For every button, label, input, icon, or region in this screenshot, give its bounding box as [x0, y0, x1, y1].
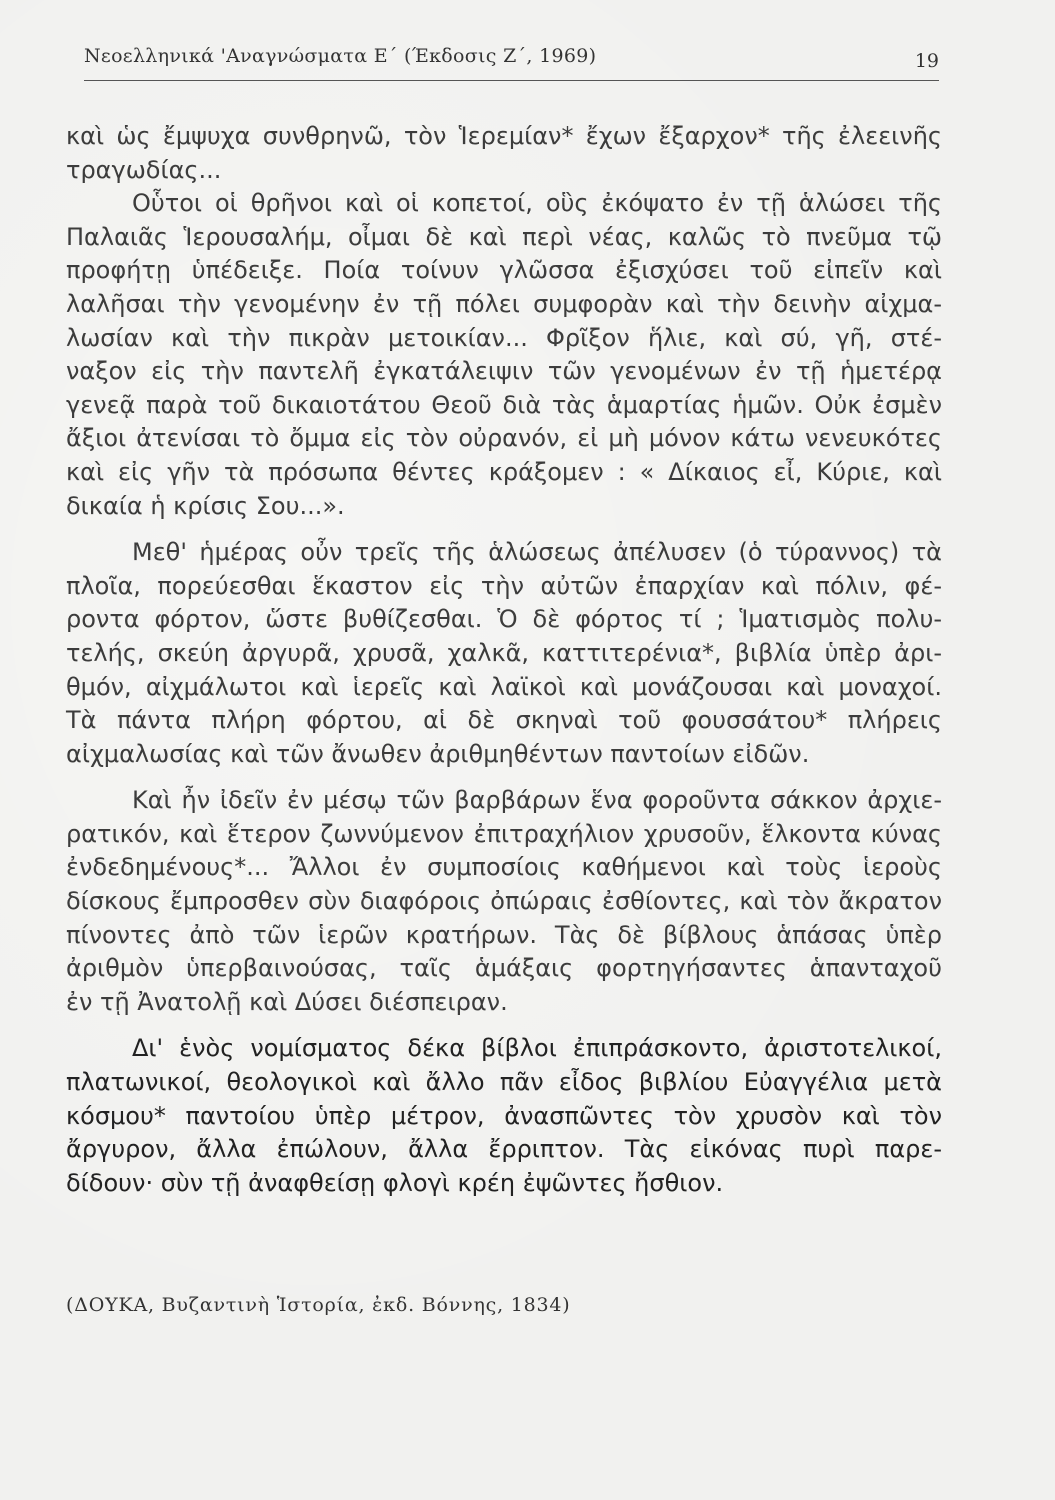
- text-line: Παλαιᾶς Ἱερουσαλήμ, οἶμαι δὲ καὶ περὶ νέας, καλῶς τὸ πνεῦμα τῷ: [66, 222, 942, 251]
- text-line: δίδουν· σὺν τῇ ἀναφθείσῃ φλογὶ κρέη ἐψῶντες ἤσθιον.: [66, 1168, 724, 1197]
- text-line: δίσκους ἔμπροσθεν σὺν διαφόροις ὀπώραις ἐσθίοντες, καὶ τὸν ἄκρατον: [66, 887, 942, 916]
- text-line: Δι' ἑνὸς νομίσματος δέκα βίβλοι ἐπιπράσκοντο, ἀριστοτελικοί,: [132, 1034, 942, 1063]
- running-header: [84, 40, 939, 81]
- source-citation: (ΔΟΥΚΑ, Βυζαντινὴ Ἱστορία, ἐκδ. Βόννης, 1834): [66, 1294, 571, 1316]
- text-line: ἐνδεδημένους*... Ἄλλοι ἐν συμποσίοις καθήμενοι καὶ τοὺς ἱεροὺς: [66, 853, 942, 882]
- paragraph-gap: [66, 523, 942, 536]
- paragraph: [66, 536, 942, 771]
- text-line: ἄξιοι ἀτενίσαι τὸ ὄμμα εἰς τὸν οὐρανόν, εἰ μὴ μόνον κάτω νενευκότες: [66, 424, 942, 453]
- text-line: αἰχμαλωσίας καὶ τῶν ἄνωθεν ἀριθμηθέντων παντοίων εἰδῶν.: [66, 739, 810, 768]
- text-line: ροντα φόρτον, ὥστε βυθίζεσθαι. Ὁ δὲ φόρτος τί ; Ἱματισμὸς πολυ-: [66, 605, 942, 634]
- text-line: προφήτῃ ὑπέδειξε. Ποία τοίνυν γλῶσσα ἐξισχύσει τοῦ εἰπεῖν καὶ: [66, 256, 942, 285]
- text-line: τραγωδίας...: [66, 155, 222, 184]
- paragraph: [66, 120, 942, 187]
- text-line: δικαία ἡ κρίσις Σου...».: [66, 491, 345, 520]
- paragraph-gap: [66, 1019, 942, 1032]
- text-line: Καὶ ἦν ἰδεῖν ἐν μέσῳ τῶν βαρβάρων ἕνα φοροῦντα σάκκον ἀρχιε-: [132, 786, 942, 815]
- text-line: καὶ ὡς ἔμψυχα συνθρηνῶ, τὸν Ἱερεμίαν* ἔχων ἔξαρχον* τῆς ἐλεεινῆς: [66, 122, 942, 150]
- text-line: ναξον εἰς τὴν παντελῆ ἐγκατάλειψιν τῶν γενομένων ἐν τῇ ἡμετέρᾳ: [66, 357, 942, 386]
- text-line: λωσίαν καὶ τὴν πικρὰν μετοικίαν... Φρῖξον ἥλιε, καὶ σύ, γῆ, στέ-: [66, 323, 942, 352]
- paragraph-gap: [66, 771, 942, 784]
- text-line: Τὰ πάντα πλήρη φόρτου, αἱ δὲ σκηναὶ τοῦ φουσσάτου* πλήρεις: [66, 706, 942, 735]
- text-line: ἀριθμὸν ὑπερβαινούσας, ταῖς ἁμάξαις φορτηγήσαντες ἁπανταχοῦ: [66, 954, 942, 983]
- text-line: ἐν τῇ Ἀνατολῇ καὶ Δύσει διέσπειραν.: [66, 987, 508, 1016]
- text-line: θμόν, αἰχμάλωτοι καὶ ἱερεῖς καὶ λαϊκοὶ καὶ μονάζουσαι καὶ μοναχοί.: [66, 672, 942, 701]
- text-line: καὶ εἰς γῆν τὰ πρόσωπα θέντες κράξομεν : « Δίκαιος εἶ, Κύριε, καὶ: [66, 457, 942, 486]
- text-line: πλοῖα, πορεύεσθαι ἕκαστον εἰς τὴν αὐτῶν ἐπαρχίαν καὶ πόλιν, φέ-: [66, 571, 942, 600]
- book-title: Νεοελληνικά 'Αναγνώσματα Ε΄ (Έκδοσις Ζ΄, 1969): [84, 45, 597, 67]
- text-line: γενεᾷ παρὰ τοῦ δικαιοτάτου Θεοῦ διὰ τὰς ἁμαρτίας ἡμῶν. Οὐκ ἐσμὲν: [66, 390, 942, 419]
- main-text: [66, 120, 942, 1200]
- paragraph: [66, 187, 942, 523]
- text-line: τελής, σκεύη ἀργυρᾶ, χρυσᾶ, χαλκᾶ, καττιτερένια*, βιβλία ὑπὲρ ἀρι-: [66, 638, 942, 667]
- text-line: κόσμου* παντοίου ὑπὲρ μέτρον, ἀνασπῶντες τὸν χρυσὸν καὶ τὸν: [66, 1101, 942, 1130]
- text-line: Οὗτοι οἱ θρῆνοι καὶ οἱ κοπετοί, οὓς ἐκόψατο ἐν τῇ ἁλώσει τῆς: [132, 189, 942, 218]
- text-line: πλατωνικοί, θεολογικοὶ καὶ ἄλλο πᾶν εἶδος βιβλίου Εὐαγγέλια μετὰ: [66, 1068, 942, 1097]
- text-line: πίνοντες ἀπὸ τῶν ἱερῶν κρατήρων. Τὰς δὲ βίβλους ἁπάσας ὑπὲρ: [66, 920, 942, 949]
- text-line: ἄργυρον, ἄλλα ἐπώλουν, ἄλλα ἔρριπτον. Τὰς εἰκόνας πυρὶ παρε-: [66, 1135, 942, 1164]
- paragraph: [66, 784, 942, 1019]
- text-line: Μεθ' ἡμέρας οὖν τρεῖς τῆς ἁλώσεως ἀπέλυσεν (ὁ τύραννος) τὰ: [132, 538, 942, 567]
- page-number: 19: [914, 50, 939, 72]
- text-line: ρατικόν, καὶ ἕτερον ζωννύμενον ἐπιτραχήλιον χρυσοῦν, ἕλκοντα κύνας: [66, 819, 942, 848]
- paragraph: [66, 1032, 942, 1200]
- text-line: λαλῆσαι τὴν γενομένην ἐν τῇ πόλει συμφορὰν καὶ τὴν δεινὴν αἰχμα-: [66, 289, 942, 318]
